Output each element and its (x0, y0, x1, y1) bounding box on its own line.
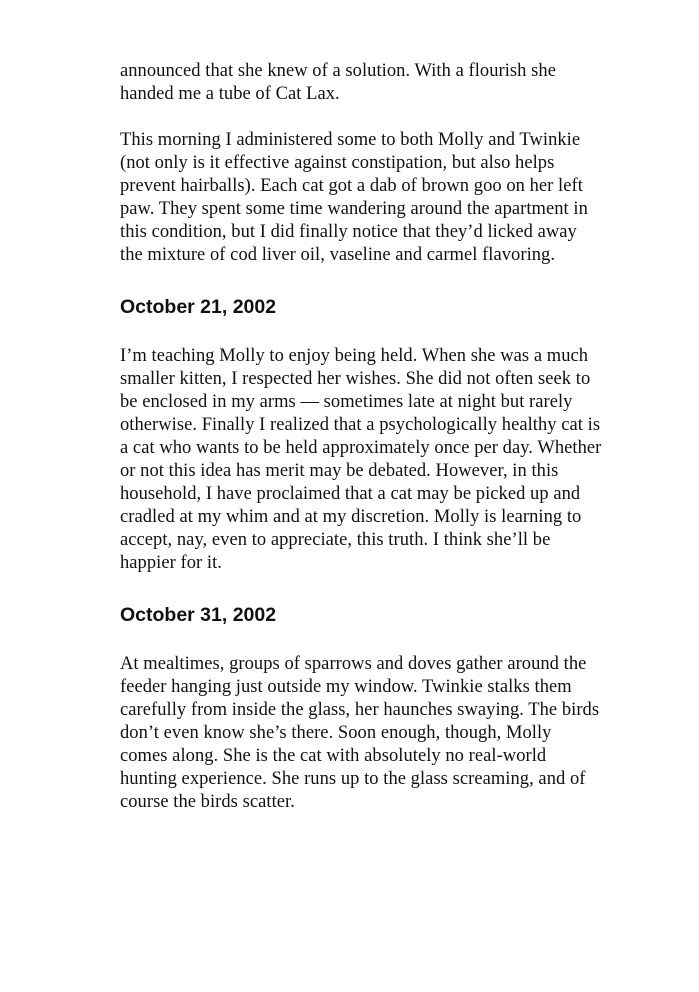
text-line: otherwise. Finally I realized that a psychologically healthy cat is (120, 415, 601, 435)
intro-paragraph-1 (120, 60, 645, 106)
text-line: prevent hairballs). Each cat got a dab of brown goo on her left (120, 176, 583, 196)
text-line: hunting experience. She runs up to the glass screaming, and of (120, 769, 586, 789)
text-line: happier for it. (120, 553, 222, 573)
document-page (120, 60, 645, 814)
text-line: the mixture of cod liver oil, vaseline and carmel flavoring. (120, 245, 556, 265)
intro-paragraph-2 (120, 129, 645, 267)
entry-oct31-paragraph (120, 653, 645, 814)
text-line: announced that she knew of a solution. With a flourish she (120, 61, 556, 81)
text-line: At mealtimes, groups of sparrows and doves gather around the (120, 654, 587, 674)
text-line: this condition, but I did finally notice that they’d licked away (120, 222, 577, 242)
text-line: cradled at my whim and at my discretion. Molly is learning to (120, 507, 582, 527)
text-line: course the birds scatter. (120, 792, 295, 812)
text-line: household, I have proclaimed that a cat may be picked up and (120, 484, 581, 504)
text-line: (not only is it effective against constipation, but also helps (120, 153, 555, 173)
text-line: be enclosed in my arms — sometimes late at night but rarely (120, 392, 573, 412)
text-line: smaller kitten, I respected her wishes. She did not often seek to (120, 369, 591, 389)
entry-date-heading: October 21, 2002 (120, 296, 277, 318)
entry-date-heading: October 31, 2002 (120, 604, 277, 626)
text-line: a cat who wants to be held approximately once per day. Whether (120, 438, 602, 458)
text-line: I’m teaching Molly to enjoy being held. When she was a much (120, 346, 589, 366)
text-line: This morning I administered some to both Molly and Twinkie (120, 130, 581, 150)
text-line: carefully from inside the glass, her haunches swaying. The birds (120, 700, 600, 720)
text-line: don’t even know she’s there. Soon enough, though, Molly (120, 723, 552, 743)
text-line: or not this idea has merit may be debated. However, in this (120, 461, 559, 481)
text-line: comes along. She is the cat with absolutely no real-world (120, 746, 547, 766)
text-line: paw. They spent some time wandering around the apartment in (120, 199, 588, 219)
text-line: accept, nay, even to appreciate, this truth. I think she’ll be (120, 530, 551, 550)
entry-oct21-paragraph (120, 345, 645, 575)
text-line: handed me a tube of Cat Lax. (120, 84, 340, 104)
text-line: feeder hanging just outside my window. Twinkie stalks them (120, 677, 572, 697)
